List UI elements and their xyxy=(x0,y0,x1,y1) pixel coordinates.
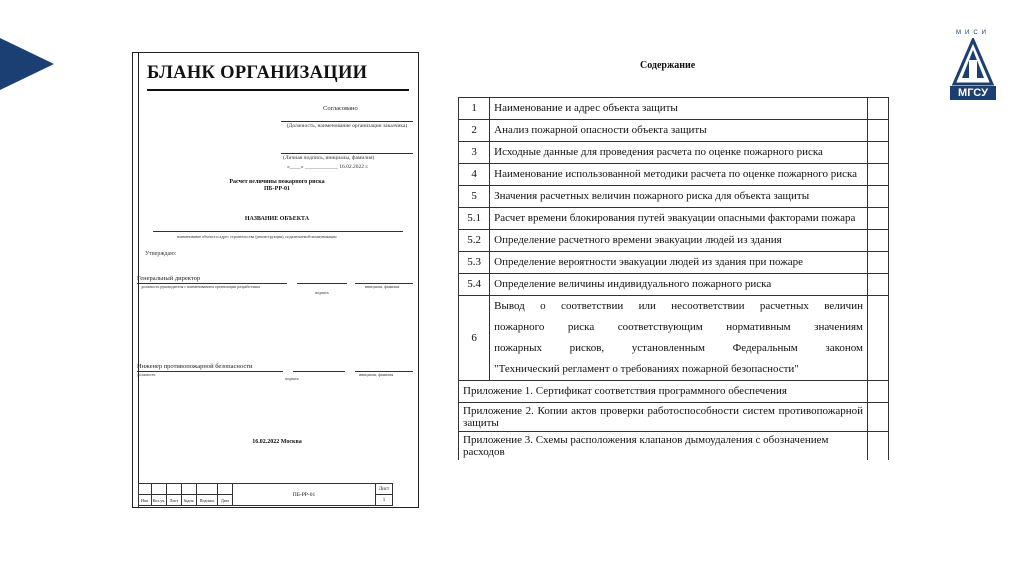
director-initials-note: инициалы, фамилия xyxy=(365,284,400,289)
row-number: 5.2 xyxy=(459,230,490,252)
stamp-col: Лист xyxy=(167,495,182,506)
director-signature-note: подпись xyxy=(315,290,329,295)
director-note: должность руководителя с наименованием организации разработчика xyxy=(141,284,260,289)
table-row xyxy=(459,252,889,274)
stamp-col: Подпись xyxy=(197,495,218,506)
row-text: Значения расчетных величин пожарного риска для объекта защиты xyxy=(490,186,868,208)
row-text: Определение расчетного времени эвакуации людей из здания xyxy=(490,230,868,252)
row-text: Расчет времени блокирования путей эвакуации опасными факторами пожара xyxy=(490,208,868,230)
row-text-line: "Технический регламент о требованиях пожарной безопасности" xyxy=(494,363,799,375)
agreed-label: Согласовано xyxy=(323,105,358,112)
appendix-text: Приложение 1. Сертификат соответствия программного обеспечения xyxy=(459,381,868,403)
approved-label: Утверждаю: xyxy=(145,251,177,257)
row-number: 5.4 xyxy=(459,274,490,296)
table-row xyxy=(459,403,889,432)
table-row xyxy=(459,432,889,461)
row-number: 4 xyxy=(459,164,490,186)
engineer-position-note: должность xyxy=(137,372,156,377)
row-number: 3 xyxy=(459,142,490,164)
table-row xyxy=(459,230,889,252)
table-row xyxy=(459,186,889,208)
logo-building-icon xyxy=(952,38,994,86)
stamp-col: №док. xyxy=(182,495,197,506)
stamp-sheet-label: Лист xyxy=(376,484,393,495)
form-title: БЛАНК ОРГАНИЗАЦИИ xyxy=(147,63,368,83)
stamp-sheet-num: 1 xyxy=(376,495,393,506)
stamp-code: ПБ-РР-01 xyxy=(233,484,376,506)
table-row xyxy=(459,381,889,403)
stamp-col: Дата xyxy=(218,495,233,506)
row-number: 2 xyxy=(459,120,490,142)
date-line: «____» ____________ 16.02.2022 г. xyxy=(287,164,369,170)
calc-code: ПБ-РР-01 xyxy=(264,186,290,192)
signature-note: (Личная подпись, инициалы, фамилия) xyxy=(283,155,375,161)
title-block-stamp xyxy=(138,483,418,508)
general-director-label: Генеральный директор xyxy=(137,275,201,282)
table-row xyxy=(459,208,889,230)
row-text: Наименование и адрес объекта защиты xyxy=(490,98,868,120)
table-row xyxy=(459,98,889,120)
contents-table xyxy=(458,97,889,460)
row-text: Определение вероятности эвакуации людей из здания при пожаре xyxy=(490,252,868,274)
row-text: Исходные данные для проведения расчета по оценке пожарного риска xyxy=(490,142,868,164)
row-text-line: Вывод о соответствии или несоответствии расчетных величин xyxy=(494,300,863,312)
row-number: 5.1 xyxy=(459,208,490,230)
stamp-col: Кол.уч. xyxy=(152,495,167,506)
appendix-text: Приложение 2. Копии актов проверки работоспособности систем противопожарной защиты xyxy=(459,403,868,432)
engineer-initials-note: инициалы, фамилия xyxy=(359,372,394,377)
row-number: 5 xyxy=(459,186,490,208)
mgsu-logo xyxy=(948,30,998,102)
row-number: 6 xyxy=(459,296,490,381)
nav-arrow-icon[interactable] xyxy=(0,38,54,90)
logo-bottom-text: МГСУ xyxy=(950,86,996,100)
calc-title: Расчет величины пожарного риска xyxy=(229,179,325,185)
logo-top-text: МИСИ xyxy=(956,30,990,36)
row-text-line: пожарных рисков, установленным Федеральным законом xyxy=(494,342,863,354)
table-row xyxy=(459,296,889,381)
object-note: наименование объекта и адрес строительства (реконструкции), подключаемой коммуникации xyxy=(177,234,337,239)
footer-date: 16.02.2022 Москва xyxy=(252,439,302,445)
appendix-text: Приложение 3. Схемы расположения клапанов дымоудаления с обозначением расходов xyxy=(459,432,868,461)
organization-form xyxy=(132,52,419,508)
row-text: Наименование использованной методики расчета по оценке пожарного риска xyxy=(490,164,868,186)
table-row xyxy=(459,274,889,296)
contents-title: Содержание xyxy=(640,60,696,71)
agreed-note: (Должность, наименование организации заказчика) xyxy=(286,123,408,129)
row-number: 5.3 xyxy=(459,252,490,274)
object-name: НАЗВАНИЕ ОБЪЕКТА xyxy=(244,216,310,222)
row-text-line: пожарного риска соответствующим нормативным значениям xyxy=(494,321,863,333)
table-row xyxy=(459,164,889,186)
stamp-col: Изм. xyxy=(139,495,152,506)
fire-engineer-label: Инженер противопожарной безопасности xyxy=(137,363,253,370)
table-row xyxy=(459,142,889,164)
engineer-signature-note: подпись xyxy=(285,376,299,381)
row-number: 1 xyxy=(459,98,490,120)
row-text: Определение величины индивидуального пожарного риска xyxy=(490,274,868,296)
row-text: Анализ пожарной опасности объекта защиты xyxy=(490,120,868,142)
table-row xyxy=(459,120,889,142)
